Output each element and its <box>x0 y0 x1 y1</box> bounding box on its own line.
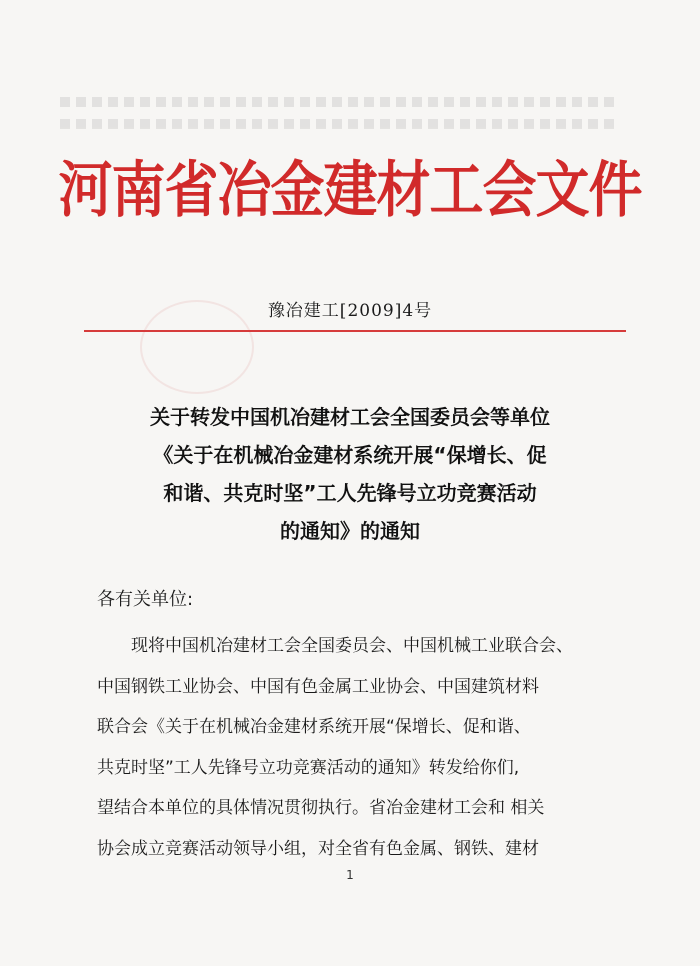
page-number: 1 <box>346 868 354 882</box>
document-number: 豫冶建工[2009]4号 <box>267 301 433 321</box>
body-line: 望结合本单位的具体情况贯彻执行。省冶金建材工会和 相关 <box>97 798 545 818</box>
salutation: 各有关单位: <box>97 589 194 610</box>
document-header-title: 河南省冶金建材工会文件 <box>58 153 642 226</box>
document-subject <box>0 398 700 550</box>
red-divider-line <box>84 330 626 332</box>
subject-line: 《关于在机械冶金建材系统开展“保增长、促 <box>153 443 547 467</box>
body-line: 联合会《关于在机械冶金建材系统开展“保增长、促和谐、 <box>97 717 531 737</box>
body-line: 协会成立竞赛活动领导小组，对全省有色金属、钢铁、建材 <box>97 838 539 859</box>
subject-line: 关于转发中国机冶建材工会全国委员会等单位 <box>150 405 550 429</box>
subject-line: 和谐、共克时坚”工人先锋号立功竞赛活动 <box>163 481 537 505</box>
subject-line: 的通知》的通知 <box>280 519 420 543</box>
body-paragraph <box>97 626 627 869</box>
body-line: 共克时坚”工人先锋号立功竞赛活动的通知》转发给你们, <box>97 757 520 778</box>
bleed-through-text <box>60 85 620 155</box>
body-line: 中国钢铁工业协会、中国有色金属工业协会、中国建筑材料 <box>97 676 539 697</box>
body-line: 现将中国机冶建材工会全国委员会、中国机械工业联合会、 <box>131 636 573 656</box>
